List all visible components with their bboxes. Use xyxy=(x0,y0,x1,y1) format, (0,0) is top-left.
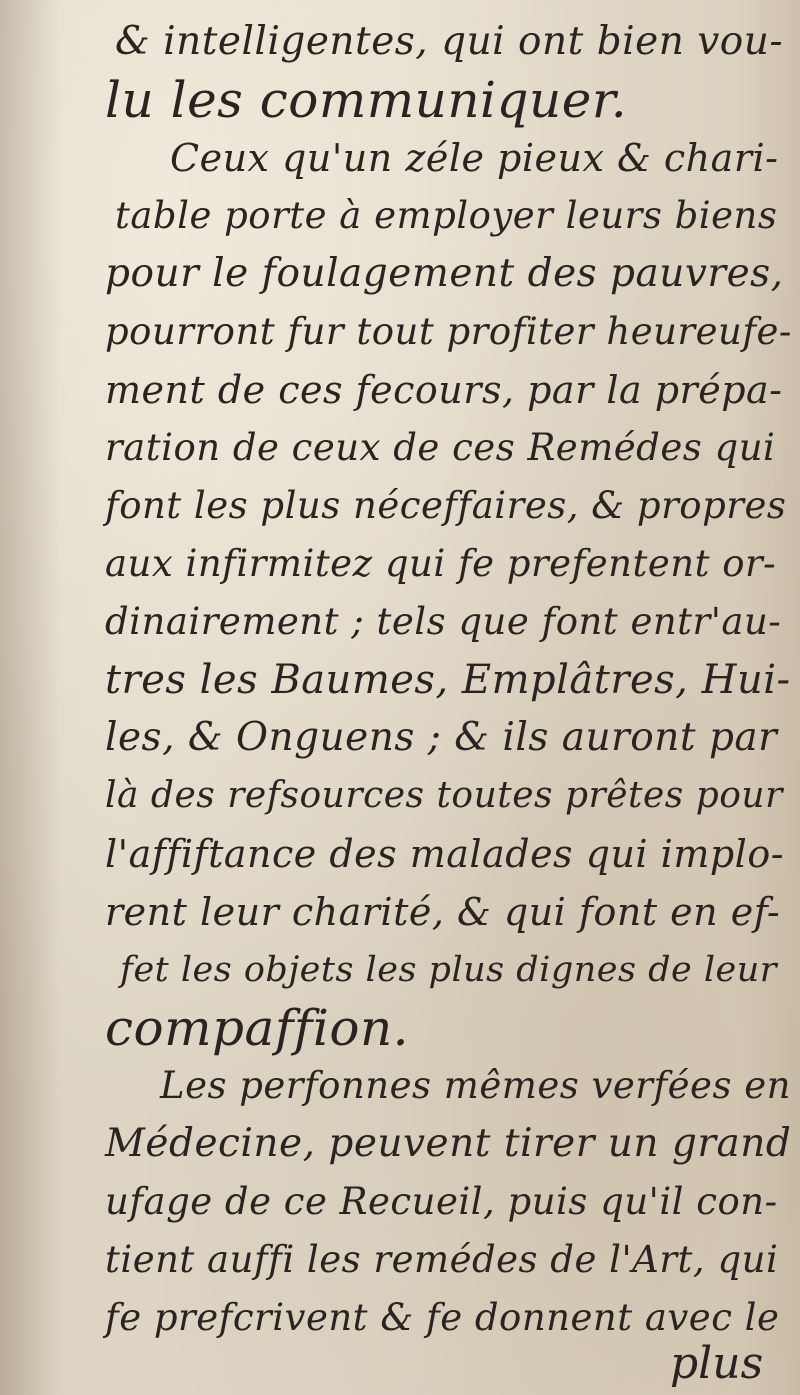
page-fold-shadow xyxy=(0,0,60,1395)
text-line-14: là des refsources toutes prêtes pour xyxy=(105,775,783,816)
text-line-8: ration de ceux de ces Remédes qui xyxy=(105,426,776,469)
catchword: plus xyxy=(670,1338,764,1389)
text-line-20: Médecine, peuvent tirer un grand xyxy=(105,1121,792,1166)
text-line-9: font les plus néceffaires, & propres xyxy=(105,484,787,527)
text-line-10: aux infirmitez qui fe prefentent or- xyxy=(105,542,777,585)
text-line-21: ufage de ce Recueil, puis qu'il con- xyxy=(105,1180,778,1223)
text-line-12: tres les Baumes, Emplâtres, Hui- xyxy=(105,657,791,703)
text-line-19: Les perfonnes mêmes verfées en xyxy=(160,1064,791,1107)
text-line-6: pourront fur tout profiter heureufe- xyxy=(105,310,792,353)
text-line-13: les, & Onguens ; & ils auront par xyxy=(105,715,778,760)
text-line-5: pour le foulagement des pauvres, xyxy=(105,251,784,296)
text-line-2: lu les communiquer. xyxy=(105,71,628,129)
text-line-1: & intelligentes, qui ont bien vou- xyxy=(115,19,784,64)
text-line-22: tient auffi les remédes de l'Art, qui xyxy=(105,1238,779,1281)
text-line-23: fe prefcrivent & fe donnent avec le xyxy=(105,1296,780,1339)
text-line-17: fet les objets les plus dignes de leur xyxy=(120,950,778,990)
text-line-18: compaffion. xyxy=(105,999,410,1057)
text-line-3: Ceux qu'un zéle pieux & chari- xyxy=(170,136,779,180)
text-line-15: l'affiftance des malades qui implo- xyxy=(105,832,785,876)
text-line-4: table porte à employer leurs biens xyxy=(115,194,778,237)
text-line-16: rent leur charité, & qui font en ef- xyxy=(105,890,781,934)
text-line-7: ment de ces fecours, par la prépa- xyxy=(105,368,783,412)
text-line-11: dinairement ; tels que font entr'au- xyxy=(105,600,782,643)
